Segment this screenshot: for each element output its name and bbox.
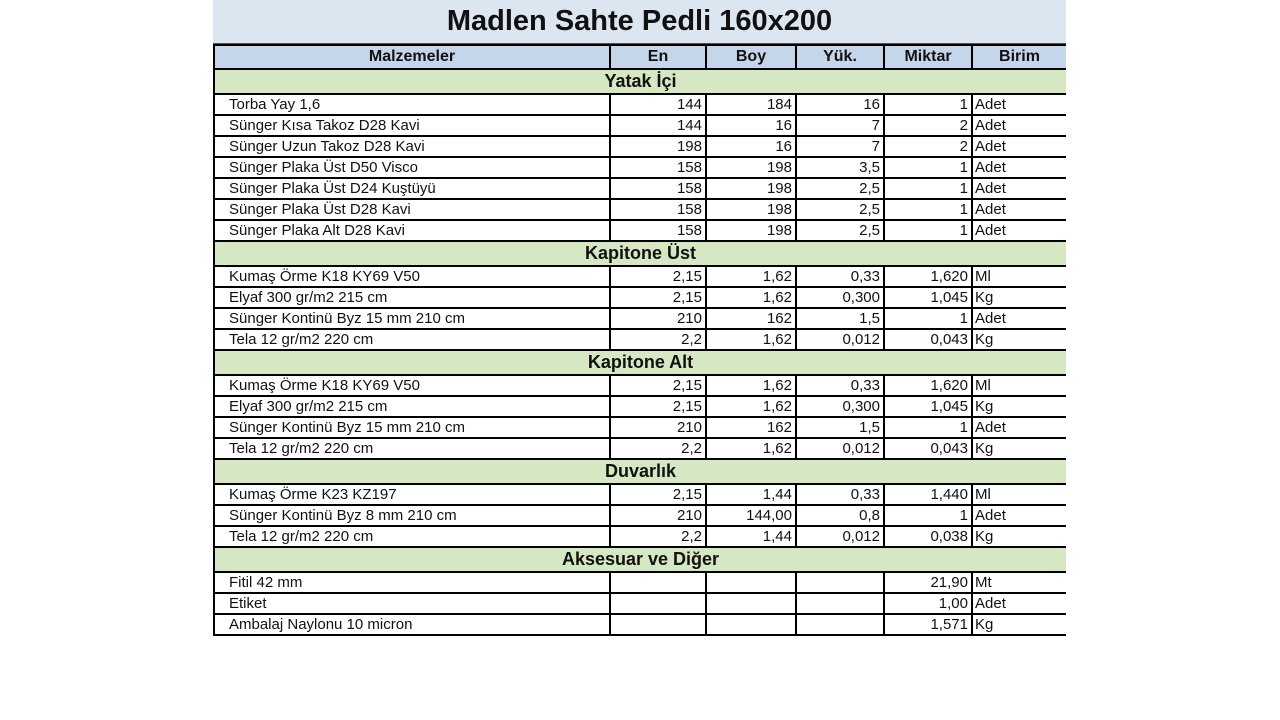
table-row [214, 572, 1066, 593]
cell-material: Etiket [214, 593, 610, 614]
cell-unit: Adet [972, 505, 1066, 526]
cell-height: 0,33 [796, 266, 884, 287]
table-row [214, 308, 1066, 329]
cell-length: 162 [706, 417, 796, 438]
cell-width: 158 [610, 220, 706, 241]
cell-length [706, 572, 796, 593]
table-row [214, 136, 1066, 157]
cell-quantity: 0,043 [884, 438, 972, 459]
cell-width: 158 [610, 199, 706, 220]
cell-length: 1,62 [706, 396, 796, 417]
cell-unit: Kg [972, 287, 1066, 308]
cell-width: 2,2 [610, 526, 706, 547]
cell-length: 16 [706, 136, 796, 157]
table-row [214, 505, 1066, 526]
cell-width [610, 593, 706, 614]
cell-width: 2,15 [610, 484, 706, 505]
cell-material: Tela 12 gr/m2 220 cm [214, 526, 610, 547]
cell-height: 2,5 [796, 178, 884, 199]
cell-quantity: 1 [884, 505, 972, 526]
cell-material: Ambalaj Naylonu 10 micron [214, 614, 610, 635]
cell-length: 1,62 [706, 266, 796, 287]
cell-quantity: 1 [884, 417, 972, 438]
cell-quantity: 1 [884, 94, 972, 115]
cell-height: 0,33 [796, 375, 884, 396]
cell-material: Sünger Uzun Takoz D28 Kavi [214, 136, 610, 157]
table-row [214, 396, 1066, 417]
table-row [214, 115, 1066, 136]
table-row [214, 484, 1066, 505]
cell-material: Kumaş Örme K18 KY69 V50 [214, 375, 610, 396]
cell-quantity: 1,045 [884, 396, 972, 417]
section-title: Kapitone Alt [214, 350, 1066, 375]
cell-unit: Ml [972, 375, 1066, 396]
cell-height: 0,300 [796, 287, 884, 308]
section-header-row [214, 350, 1066, 375]
cell-quantity: 2 [884, 115, 972, 136]
cell-material: Torba Yay 1,6 [214, 94, 610, 115]
table-row [214, 94, 1066, 115]
cell-height: 1,5 [796, 308, 884, 329]
cell-length: 144,00 [706, 505, 796, 526]
spreadsheet [213, 0, 1066, 711]
cell-quantity: 1 [884, 199, 972, 220]
table-body [214, 69, 1066, 635]
table-row [214, 593, 1066, 614]
cell-width: 144 [610, 94, 706, 115]
header-material: Malzemeler [214, 45, 610, 69]
cell-unit: Ml [972, 484, 1066, 505]
cell-unit: Adet [972, 157, 1066, 178]
cell-length: 1,62 [706, 329, 796, 350]
cell-quantity: 1,440 [884, 484, 972, 505]
cell-length: 1,62 [706, 375, 796, 396]
cell-width: 144 [610, 115, 706, 136]
cell-material: Sünger Kontinü Byz 8 mm 210 cm [214, 505, 610, 526]
table-row [214, 438, 1066, 459]
cell-width: 198 [610, 136, 706, 157]
header-quantity: Miktar [884, 45, 972, 69]
cell-unit: Adet [972, 94, 1066, 115]
cell-height: 0,33 [796, 484, 884, 505]
section-title: Yatak İçi [214, 69, 1066, 94]
cell-material: Sünger Plaka Üst D24 Kuştüyü [214, 178, 610, 199]
section-title: Kapitone Üst [214, 241, 1066, 266]
cell-width: 2,15 [610, 287, 706, 308]
section-header-row [214, 459, 1066, 484]
cell-material: Kumaş Örme K23 KZ197 [214, 484, 610, 505]
cell-length: 198 [706, 199, 796, 220]
table-row [214, 220, 1066, 241]
table-row [214, 157, 1066, 178]
table-row [214, 266, 1066, 287]
header-unit: Birim [972, 45, 1066, 69]
table-row [214, 375, 1066, 396]
cell-width [610, 572, 706, 593]
cell-unit: Kg [972, 526, 1066, 547]
cell-height: 16 [796, 94, 884, 115]
cell-height: 0,012 [796, 329, 884, 350]
cell-quantity: 21,90 [884, 572, 972, 593]
cell-material: Sünger Kontinü Byz 15 mm 210 cm [214, 417, 610, 438]
cell-length: 162 [706, 308, 796, 329]
cell-length: 1,44 [706, 526, 796, 547]
cell-length: 198 [706, 157, 796, 178]
cell-material: Sünger Plaka Alt D28 Kavi [214, 220, 610, 241]
section-title: Duvarlık [214, 459, 1066, 484]
cell-length [706, 614, 796, 635]
cell-height: 7 [796, 136, 884, 157]
cell-unit: Adet [972, 115, 1066, 136]
cell-quantity: 1 [884, 157, 972, 178]
cell-material: Sünger Kontinü Byz 15 mm 210 cm [214, 308, 610, 329]
cell-height [796, 614, 884, 635]
cell-length: 184 [706, 94, 796, 115]
cell-length: 1,44 [706, 484, 796, 505]
cell-width: 158 [610, 157, 706, 178]
cell-material: Sünger Plaka Üst D50 Visco [214, 157, 610, 178]
cell-unit: Adet [972, 199, 1066, 220]
cell-height: 7 [796, 115, 884, 136]
cell-material: Elyaf 300 gr/m2 215 cm [214, 396, 610, 417]
cell-quantity: 1 [884, 178, 972, 199]
cell-length: 16 [706, 115, 796, 136]
cell-width [610, 614, 706, 635]
cell-height [796, 593, 884, 614]
cell-length [706, 593, 796, 614]
cell-unit: Adet [972, 220, 1066, 241]
cell-height [796, 572, 884, 593]
cell-length: 198 [706, 178, 796, 199]
section-header-row [214, 241, 1066, 266]
cell-width: 210 [610, 505, 706, 526]
cell-height: 2,5 [796, 220, 884, 241]
cell-width: 2,2 [610, 329, 706, 350]
cell-height: 0,012 [796, 438, 884, 459]
cell-height: 1,5 [796, 417, 884, 438]
header-length: Boy [706, 45, 796, 69]
cell-width: 210 [610, 417, 706, 438]
table-row [214, 614, 1066, 635]
cell-material: Fitil 42 mm [214, 572, 610, 593]
header-row [214, 45, 1066, 69]
header-height: Yük. [796, 45, 884, 69]
cell-quantity: 2 [884, 136, 972, 157]
cell-height: 3,5 [796, 157, 884, 178]
cell-material: Kumaş Örme K18 KY69 V50 [214, 266, 610, 287]
materials-table [213, 44, 1066, 636]
table-row [214, 199, 1066, 220]
cell-quantity: 1,620 [884, 375, 972, 396]
cell-material: Elyaf 300 gr/m2 215 cm [214, 287, 610, 308]
cell-unit: Mt [972, 572, 1066, 593]
cell-height: 0,8 [796, 505, 884, 526]
cell-unit: Kg [972, 396, 1066, 417]
cell-width: 2,15 [610, 266, 706, 287]
sheet-title: Madlen Sahte Pedli 160x200 [213, 0, 1066, 44]
cell-unit: Adet [972, 593, 1066, 614]
cell-width: 210 [610, 308, 706, 329]
cell-width: 2,2 [610, 438, 706, 459]
cell-unit: Adet [972, 136, 1066, 157]
cell-width: 2,15 [610, 375, 706, 396]
cell-quantity: 1,045 [884, 287, 972, 308]
cell-unit: Kg [972, 614, 1066, 635]
cell-quantity: 1,00 [884, 593, 972, 614]
cell-quantity: 1,620 [884, 266, 972, 287]
section-header-row [214, 69, 1066, 94]
cell-height: 2,5 [796, 199, 884, 220]
table-row [214, 287, 1066, 308]
cell-unit: Ml [972, 266, 1066, 287]
cell-material: Sünger Plaka Üst D28 Kavi [214, 199, 610, 220]
cell-length: 1,62 [706, 287, 796, 308]
cell-length: 198 [706, 220, 796, 241]
section-header-row [214, 547, 1066, 572]
cell-unit: Kg [972, 438, 1066, 459]
table-row [214, 526, 1066, 547]
cell-unit: Kg [972, 329, 1066, 350]
cell-height: 0,300 [796, 396, 884, 417]
cell-unit: Adet [972, 417, 1066, 438]
cell-material: Tela 12 gr/m2 220 cm [214, 329, 610, 350]
cell-quantity: 1 [884, 308, 972, 329]
cell-width: 158 [610, 178, 706, 199]
cell-unit: Adet [972, 308, 1066, 329]
cell-quantity: 1,571 [884, 614, 972, 635]
cell-quantity: 0,043 [884, 329, 972, 350]
header-width: En [610, 45, 706, 69]
cell-quantity: 0,038 [884, 526, 972, 547]
cell-material: Sünger Kısa Takoz D28 Kavi [214, 115, 610, 136]
table-row [214, 417, 1066, 438]
table-row [214, 329, 1066, 350]
cell-height: 0,012 [796, 526, 884, 547]
table-row [214, 178, 1066, 199]
cell-length: 1,62 [706, 438, 796, 459]
cell-material: Tela 12 gr/m2 220 cm [214, 438, 610, 459]
cell-unit: Adet [972, 178, 1066, 199]
cell-width: 2,15 [610, 396, 706, 417]
section-title: Aksesuar ve Diğer [214, 547, 1066, 572]
cell-quantity: 1 [884, 220, 972, 241]
